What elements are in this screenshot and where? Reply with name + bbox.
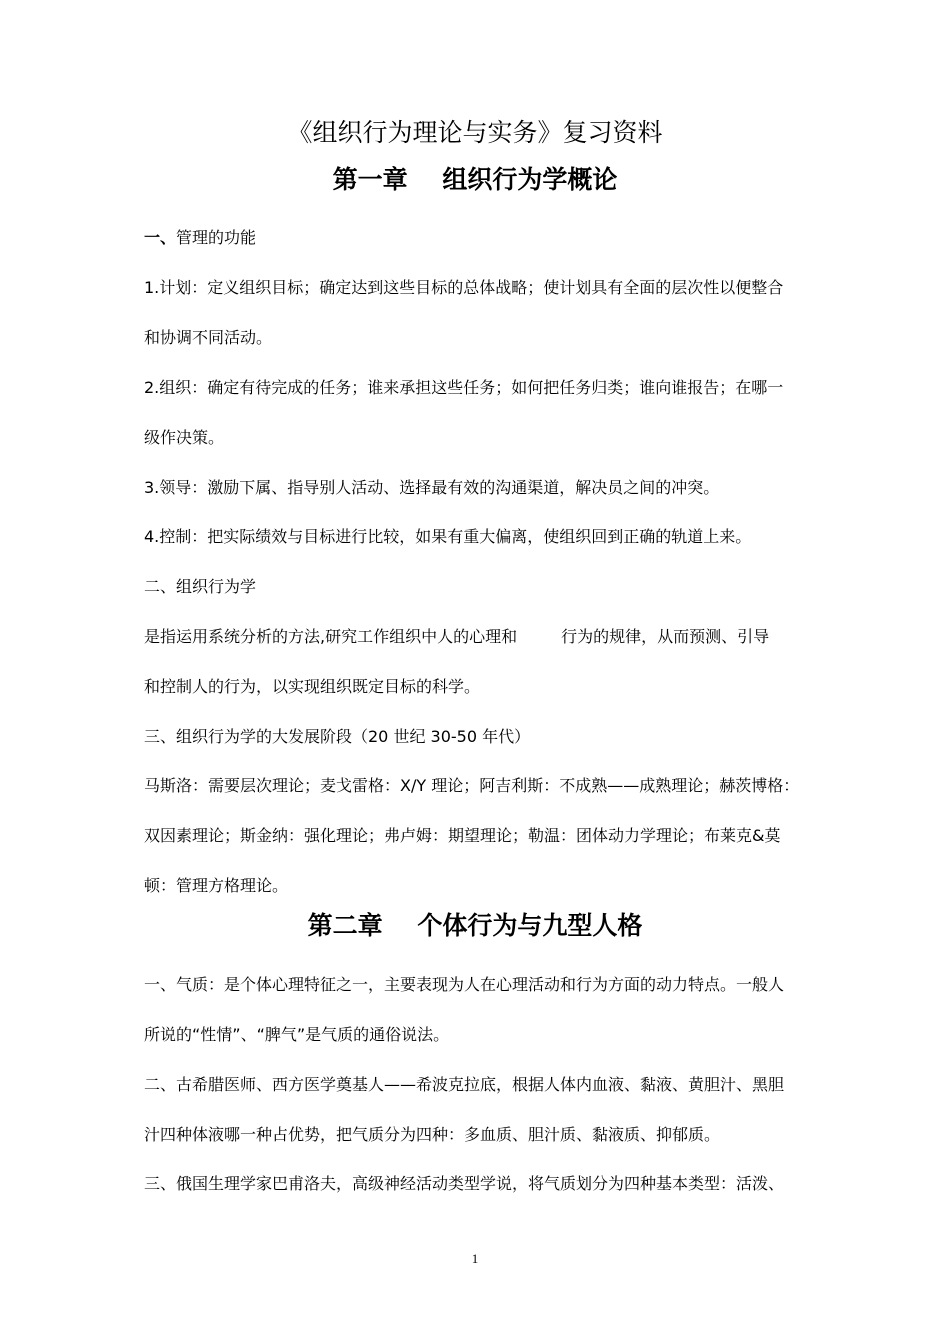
chapter-2-heading: 第二章 个体行为与九型人格	[307, 911, 643, 940]
text-line: 马斯洛：需要层次理论；麦戈雷格：X/Y 理论；阿吉利斯：不成熟——成熟理论；赫茨博格：	[144, 776, 800, 795]
text-line: 级作决策。	[144, 428, 225, 447]
text-line: 二、古希腊医师、西方医学奠基人——希波克拉底，根据人体内血液、黏液、黄胆汁、黑胆	[144, 1075, 785, 1094]
section-management-functions	[144, 226, 814, 250]
text-line: 4.控制：把实际绩效与目标进行比较，如果有重大偏离，使组织回到正确的轨道上来。	[144, 527, 752, 546]
text-line: 2.组织：确定有待完成的任务；谁来承担这些任务；如何把任务归类；谁向谁报告；在哪一	[144, 378, 784, 397]
text-line: 和控制人的行为，以实现组织既定目标的科学。	[144, 677, 481, 696]
text-line: 顿：管理方格理论。	[144, 876, 289, 895]
text-fragment: 行为的规律，从而预测、引导	[561, 627, 770, 646]
text-line: 3.领导：激励下属、指导别人活动、选择最有效的沟通渠道，解决员之间的冲突。	[144, 478, 720, 497]
chapter-1-heading: 第一章 组织行为学概论	[332, 165, 618, 194]
text-line: 1.计划：定义组织目标；确定达到这些目标的总体战略；使计划具有全面的层次性以便整合	[144, 278, 784, 297]
text-fragment: 是指运用系统分析的方法,研究工作组织中人的心理和	[144, 627, 518, 646]
text-line: 一、气质：是个体心理特征之一，主要表现为人在心理活动和行为方面的动力特点。一般人	[144, 975, 785, 994]
section-heading: 三、组织行为学的大发展阶段（20 世纪 30-50 年代）	[144, 727, 531, 746]
section-heading: 二、组织行为学	[144, 577, 257, 596]
section-number: 一、	[144, 228, 177, 247]
text-line	[144, 625, 814, 649]
text-line: 双因素理论；斯金纳：强化理论；弗卢姆：期望理论；勒温：团体动力学理论；布莱克&莫	[144, 826, 781, 845]
page-number: 1	[471, 1251, 479, 1266]
text-line: 和协调不同活动。	[144, 328, 273, 347]
section-title: 管理的功能	[176, 228, 257, 247]
document-title: 《组织行为理论与实务》复习资料	[287, 118, 663, 147]
text-line: 三、俄国生理学家巴甫洛夫，高级神经活动类型学说，将气质划分为四种基本类型：活泼、	[144, 1174, 785, 1193]
text-line: 所说的“性情”、“脾气”是气质的通俗说法。	[144, 1025, 450, 1044]
text-line: 汁四种体液哪一种占优势，把气质分为四种：多血质、胆汁质、黏液质、抑郁质。	[144, 1125, 721, 1144]
